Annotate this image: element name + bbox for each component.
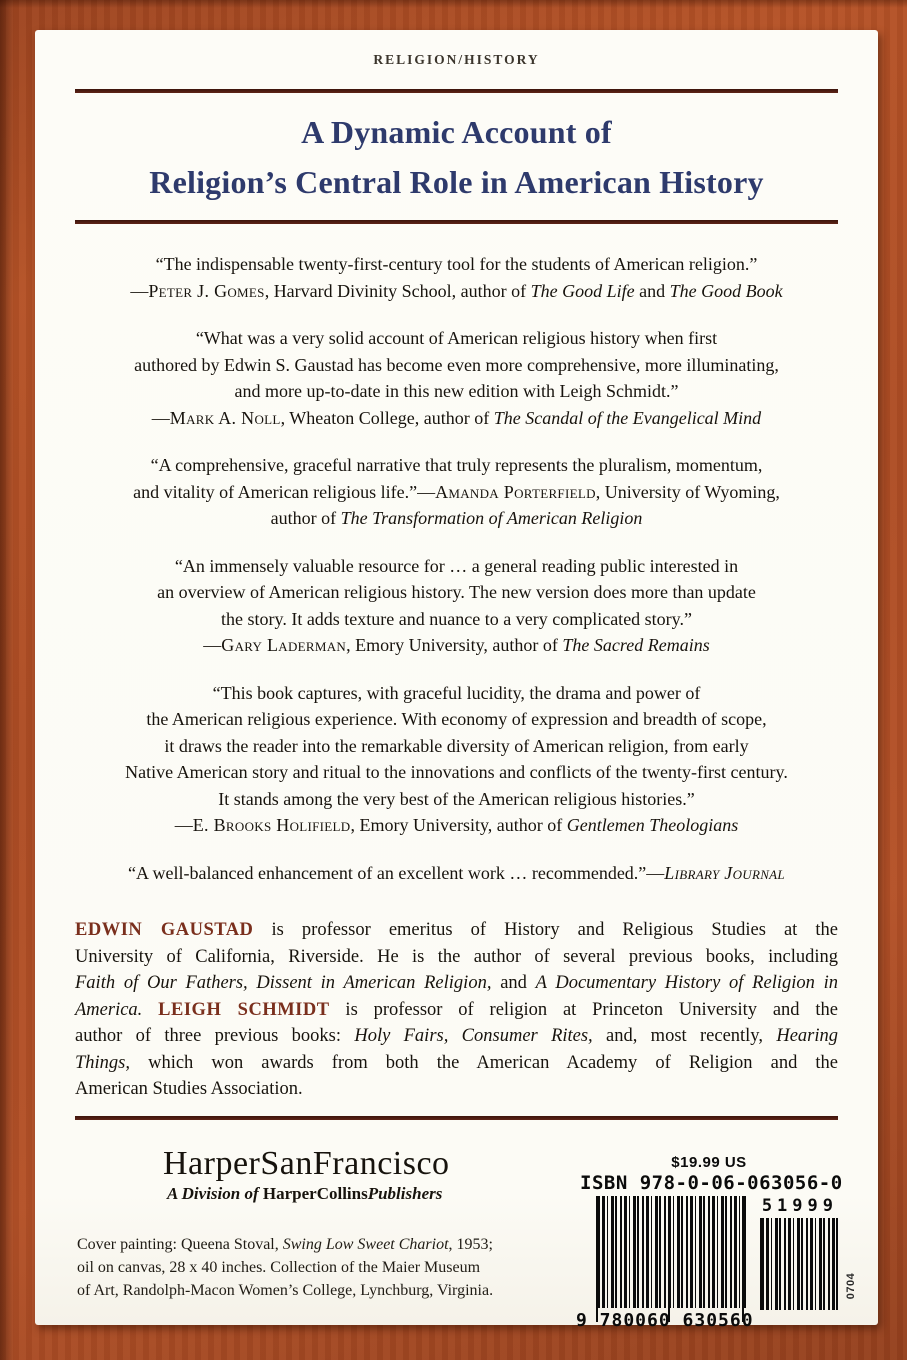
text-line bbox=[75, 325, 838, 352]
text-segment: The Transformation of American Religion bbox=[340, 508, 643, 528]
barcode-guard-left bbox=[596, 1196, 598, 1322]
text-line bbox=[75, 405, 838, 432]
text-line bbox=[75, 251, 838, 278]
text-segment: — bbox=[203, 635, 222, 655]
headline-title bbox=[75, 107, 838, 207]
text-segment: — bbox=[174, 815, 193, 835]
text-segment: it draws the reader into the remarkable diversity of American religion, from early bbox=[164, 735, 749, 756]
text-segment: Gary Laderman bbox=[221, 635, 347, 655]
text-segment: authored by Edwin S. Gaustad has become even more comprehensive, more illuminating, bbox=[134, 354, 779, 375]
author-bio bbox=[75, 917, 838, 1103]
text-segment: E. Brooks Holifield bbox=[192, 815, 351, 835]
endorsement-quote-porterfield bbox=[75, 452, 838, 532]
supplement-digits: 51999 bbox=[761, 1195, 838, 1216]
text-segment: and, most recently, bbox=[592, 1026, 777, 1046]
endorsement-quote-laderman bbox=[75, 553, 838, 659]
text-segment: , Emory University, author of bbox=[346, 635, 563, 655]
bottom-section bbox=[75, 1144, 857, 1331]
isbn-label: ISBN 978-0-06-063056-0 bbox=[580, 1171, 843, 1194]
text-segment: American Studies Association. bbox=[75, 1079, 303, 1099]
text-segment: and bbox=[634, 280, 670, 301]
text-segment: Mark A. Noll bbox=[169, 407, 281, 428]
text-line bbox=[75, 860, 838, 887]
text-segment: Swing Low Sweet Chariot bbox=[282, 1235, 449, 1253]
text-segment: , University of Wyoming, bbox=[595, 481, 780, 502]
text-line bbox=[75, 917, 838, 944]
horizontal-rule-under-title bbox=[75, 220, 838, 224]
text-segment: , Wheaton College, author of bbox=[280, 407, 494, 428]
text-segment: , Emory University, author of bbox=[350, 815, 567, 835]
text-segment: and vitality of American religious life.”— bbox=[133, 481, 436, 502]
text-line bbox=[75, 606, 838, 633]
text-segment: “This book captures, with graceful lucidity, the drama and power of bbox=[212, 682, 701, 703]
text-line bbox=[75, 632, 838, 659]
text-segment: Cover painting: Queena Stoval, bbox=[77, 1235, 283, 1253]
text-segment: author of three previous books: bbox=[75, 1026, 355, 1046]
text-line bbox=[75, 278, 838, 305]
text-line bbox=[75, 505, 838, 532]
text-segment: University of California, Riverside. He is the author of several previous books, including bbox=[75, 946, 838, 967]
text-segment: , 1953; bbox=[448, 1235, 493, 1253]
text-segment: and bbox=[491, 973, 536, 993]
text-segment: Gentlemen Theologians bbox=[566, 815, 739, 835]
text-segment: America. bbox=[75, 999, 143, 1020]
text-segment: “An immensely valuable resource for … a general reading public interested in bbox=[174, 555, 739, 576]
text-line bbox=[75, 553, 838, 580]
horizontal-rule-bottom bbox=[75, 1116, 838, 1120]
text-line bbox=[75, 812, 838, 839]
text-line bbox=[75, 786, 838, 813]
text-segment: Amanda Porterfield bbox=[435, 481, 596, 502]
text-line bbox=[75, 378, 838, 405]
barcode-guard-right bbox=[742, 1196, 744, 1322]
headline-line-2: Religion’s Central Role in American History bbox=[149, 164, 764, 200]
text-segment: “The indispensable twenty-first-century tool for the students of American religion.” bbox=[155, 254, 758, 274]
text-segment: “A comprehensive, graceful narrative that truly represents the pluralism, momentum, bbox=[150, 455, 763, 475]
text-segment: The Scandal of the Evangelical Mind bbox=[493, 407, 762, 428]
barcode-bars-row bbox=[576, 1195, 857, 1338]
text-line bbox=[75, 1023, 838, 1050]
endorsement-quote-noll bbox=[75, 325, 838, 431]
text-segment: A Division of bbox=[167, 1183, 263, 1203]
text-line bbox=[75, 970, 838, 997]
text-segment: Things, bbox=[75, 1052, 131, 1073]
back-cover-page bbox=[35, 30, 878, 1331]
text-segment: Native American story and ritual to the innovations and conflicts of the twenty-first century. bbox=[125, 762, 788, 782]
text-segment: the American religious experience. With economy of expression and breadth of scope, bbox=[146, 709, 767, 729]
text-line bbox=[75, 1050, 838, 1077]
ean-digits: 9 780060 630560 bbox=[576, 1309, 754, 1331]
endorsement-quote-library-journal bbox=[75, 860, 838, 887]
text-line bbox=[75, 997, 838, 1024]
text-segment: author of bbox=[270, 508, 341, 528]
price-label: $19.99 US bbox=[671, 1153, 747, 1171]
text-segment: is professor emeritus of History and Religious Studies at the bbox=[253, 920, 838, 940]
text-segment: “A well-balanced enhancement of an excellent work … recommended.”— bbox=[128, 862, 665, 883]
text-segment: and more up-to-date in this new edition with Leigh Schmidt.” bbox=[234, 381, 679, 401]
barcode-block bbox=[576, 1153, 857, 1338]
text-segment: an overview of American religious history. The new version does more than update bbox=[157, 582, 756, 602]
text-segment: is professor of religion at Princeton University and the bbox=[329, 999, 838, 1020]
text-segment: The Good Book bbox=[669, 280, 783, 301]
text-line bbox=[75, 733, 838, 760]
text-segment: — bbox=[151, 407, 170, 428]
text-line bbox=[75, 479, 838, 506]
supplement-barcode bbox=[760, 1218, 838, 1310]
text-segment: HarperCollins bbox=[262, 1183, 368, 1203]
ean-barcode bbox=[596, 1196, 746, 1308]
text-segment: “What was a very solid account of American religious history when first bbox=[195, 328, 718, 348]
barcode-guard-center bbox=[668, 1196, 670, 1322]
text-segment: A Documentary History of Religion in bbox=[535, 973, 838, 993]
text-segment: Hearing bbox=[776, 1026, 838, 1046]
text-line bbox=[75, 452, 838, 479]
publisher-name: HarperSanFrancisco bbox=[163, 1144, 450, 1182]
text-line bbox=[75, 579, 838, 606]
text-segment: The Good Life bbox=[530, 280, 635, 301]
text-line bbox=[75, 680, 838, 707]
text-segment: LEIGH SCHMIDT bbox=[158, 999, 330, 1020]
supplement-barcode-group bbox=[760, 1196, 838, 1310]
text-segment: of Art, Randolph-Macon Women’s College, Lynchburg, Virginia. bbox=[77, 1281, 494, 1299]
text-segment: — bbox=[130, 280, 149, 301]
text-segment: Faith of Our Fathers, Dissent in American Religion, bbox=[75, 973, 492, 993]
text-segment: Holy Fairs, Consumer Rites, bbox=[354, 1026, 593, 1046]
text-segment: EDWIN GAUSTAD bbox=[75, 920, 254, 940]
text-segment: which won awards from both the American Academy of Religion and the bbox=[130, 1052, 838, 1073]
headline-line-1: A Dynamic Account of bbox=[301, 114, 612, 150]
horizontal-rule-top bbox=[75, 89, 838, 93]
print-corner-code: 0704 bbox=[844, 1272, 857, 1299]
text-line bbox=[75, 759, 838, 786]
text-segment: Library Journal bbox=[664, 862, 785, 883]
endorsement-quote-holifield bbox=[75, 680, 838, 839]
text-segment: Publishers bbox=[367, 1183, 443, 1203]
text-line bbox=[75, 352, 838, 379]
text-line bbox=[75, 706, 838, 733]
endorsement-quote-gomes bbox=[75, 251, 838, 304]
text-segment: The Sacred Remains bbox=[562, 635, 710, 655]
text-segment: It stands among the very best of the American religious histories.” bbox=[218, 788, 695, 809]
text-segment: oil on canvas, 28 x 40 inches. Collection of the Maier Museum bbox=[77, 1258, 481, 1276]
category-label: RELIGION/HISTORY bbox=[373, 52, 540, 67]
text-segment: the story. It adds texture and nuance to a very complicated story.” bbox=[221, 608, 692, 629]
text-line bbox=[75, 944, 838, 971]
text-line bbox=[75, 1076, 838, 1103]
text-segment: , Harvard Divinity School, author of bbox=[264, 280, 531, 301]
text-segment bbox=[142, 1000, 158, 1020]
text-segment: Peter J. Gomes bbox=[148, 280, 265, 301]
